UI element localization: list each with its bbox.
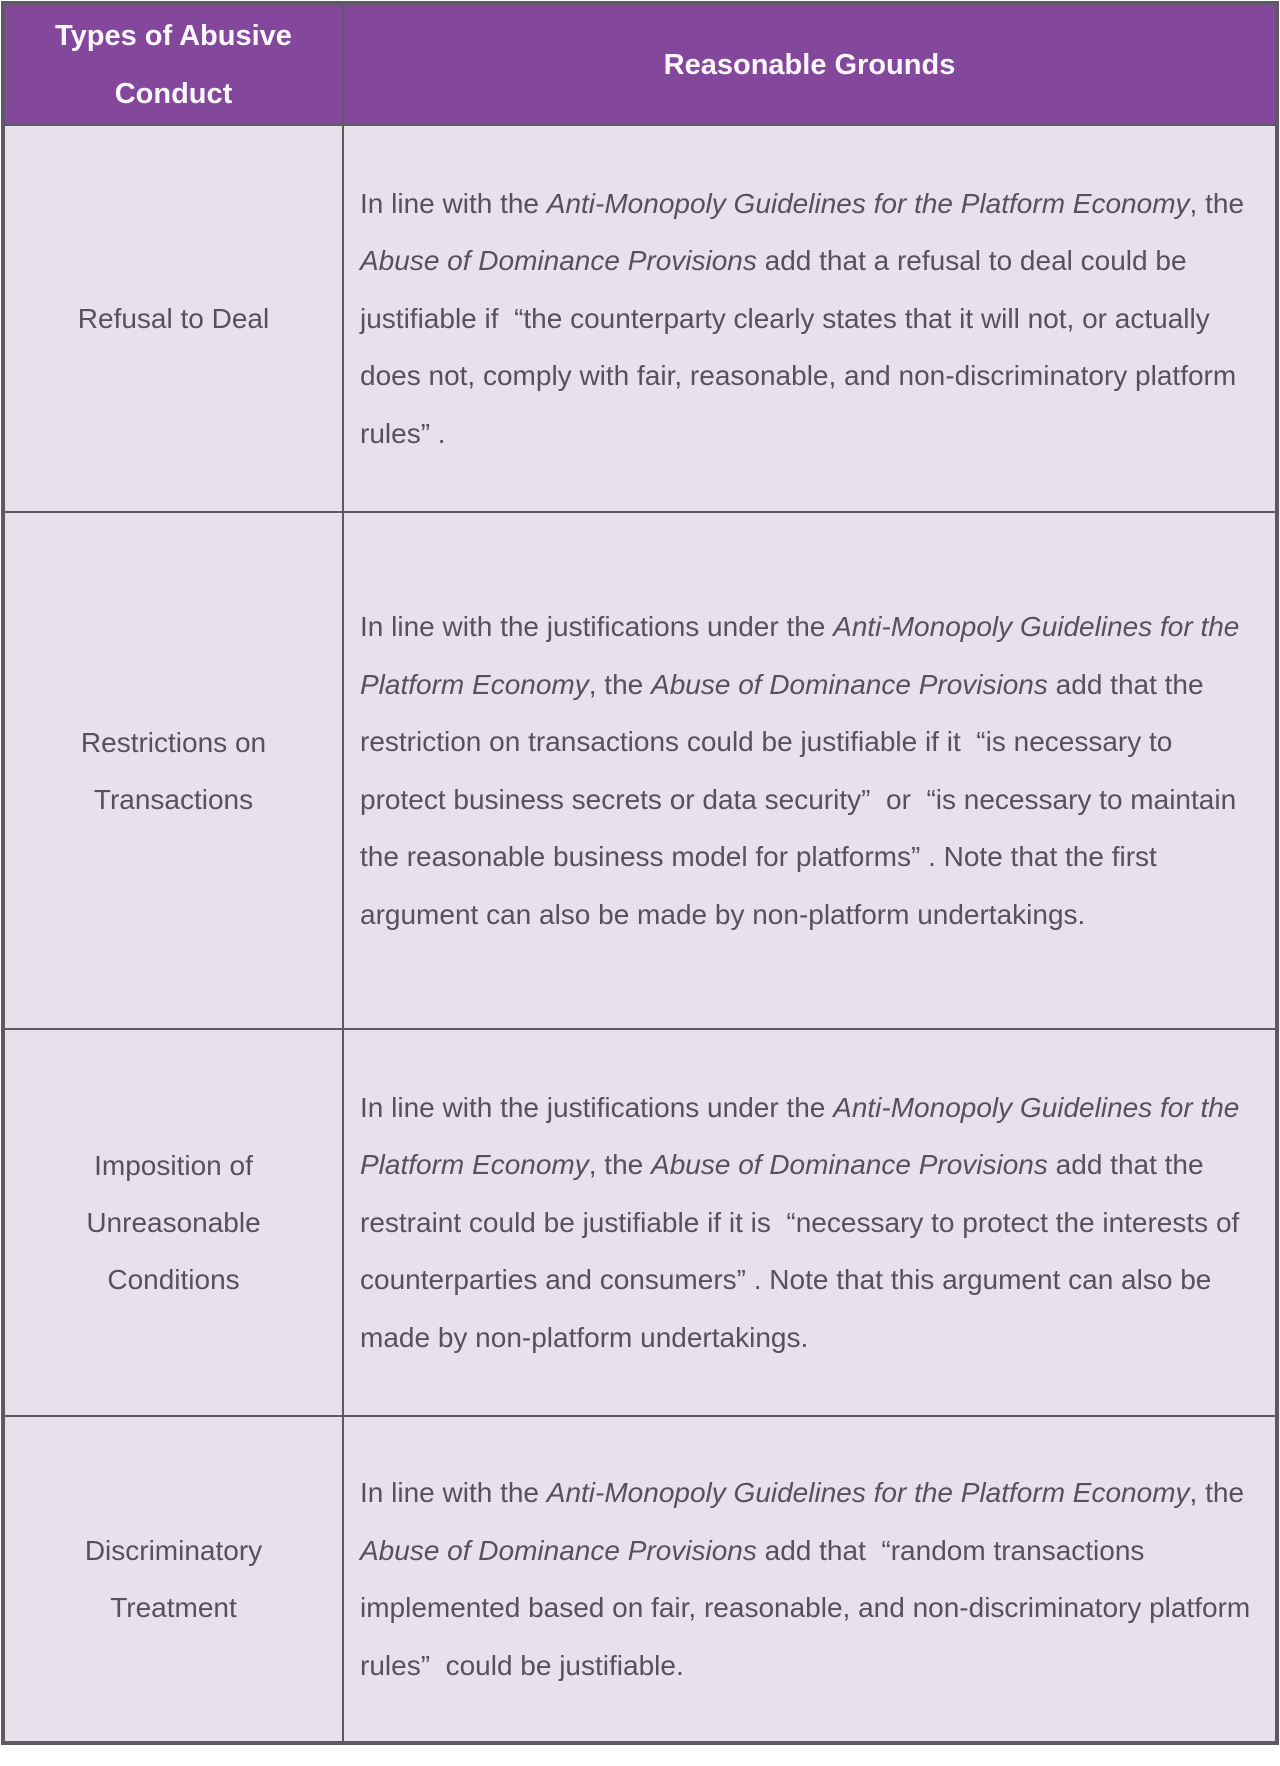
grounds-cell-restrictions-on-transactions: In line with the justifications under the Anti-Monopoly Guidelines for the Platform Economy, the Abuse of Dominance Provisions add that the restriction on transactions could be justifiable if it “is necessary to protect business secrets or data security” or “is necessary to maintain the reasonable business model for platforms” . Note that the first argument can also be made by non-platform undertakings. [343,512,1277,1029]
grounds-cell-refusal-to-deal: In line with the Anti-Monopoly Guidelines for the Platform Economy, the Abuse of Dominance Provisions add that a refusal to deal could be justifiable if “the counterparty clearly states that it will not, or actually does not, comply with fair, reasonable, and non-discriminatory platform rules” . [343,125,1277,512]
conduct-cell-restrictions-on-transactions: Restrictions on Transactions [3,512,343,1029]
table-header-row [3,3,1277,125]
header-types-of-abusive-conduct: Types of Abusive Conduct [3,3,343,125]
table-row-imposition-of-unreasonable-conditions [3,1029,1277,1416]
grounds-cell-imposition-of-unreasonable-conditions: In line with the justifications under the Anti-Monopoly Guidelines for the Platform Economy, the Abuse of Dominance Provisions add that the restraint could be justifiable if it is “necessary to protect the interests of counterparties and consumers” . Note that this argument can also be made by non-platform undertakings. [343,1029,1277,1416]
conduct-cell-imposition-of-unreasonable-conditions: Imposition of Unreasonable Conditions [3,1029,343,1416]
abusive-conduct-table [1,1,1279,1745]
header-reasonable-grounds: Reasonable Grounds [343,3,1277,125]
conduct-cell-discriminatory-treatment: Discriminatory Treatment [3,1416,343,1743]
table-row-refusal-to-deal [3,125,1277,512]
conduct-cell-refusal-to-deal: Refusal to Deal [3,125,343,512]
table-row-discriminatory-treatment [3,1416,1277,1743]
grounds-cell-discriminatory-treatment: In line with the Anti-Monopoly Guidelines for the Platform Economy, the Abuse of Dominance Provisions add that “random transactions implemented based on fair, reasonable, and non-discriminatory platform rules” could be justifiable. [343,1416,1277,1743]
table-row-restrictions-on-transactions [3,512,1277,1029]
